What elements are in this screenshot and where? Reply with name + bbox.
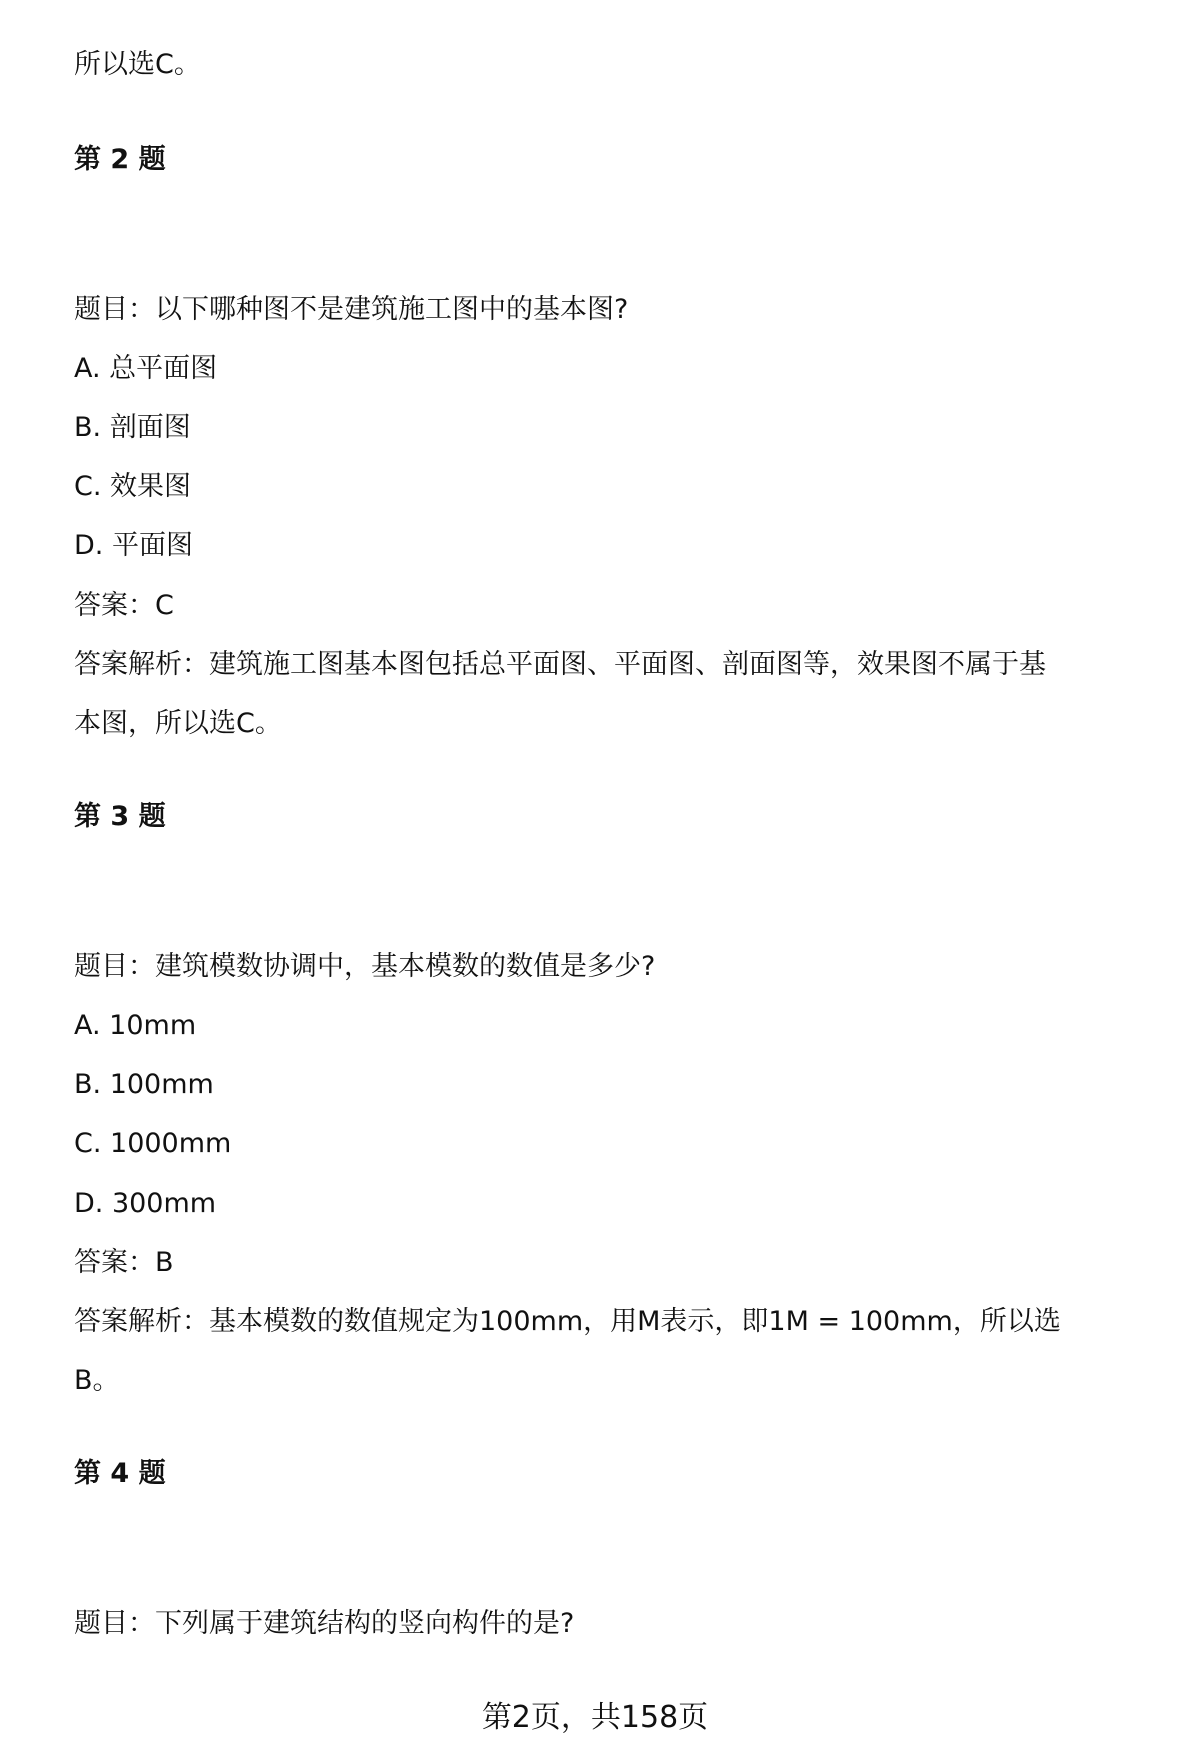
option-a: A. 10mm — [74, 1010, 197, 1041]
page-footer: 第2页，共158页 — [481, 1700, 709, 1735]
question-text: 题目：下列属于建筑结构的竖向构件的是? — [74, 1608, 575, 1639]
option-b: B. 剖面图 — [74, 412, 191, 443]
analysis-line: 本图，所以选C。 — [74, 708, 282, 739]
option-d: D. 300mm — [74, 1188, 217, 1219]
question-text: 题目：建筑模数协调中，基本模数的数值是多少? — [74, 951, 656, 982]
option-c: C. 效果图 — [74, 471, 192, 502]
answer: 答案：B — [74, 1247, 174, 1278]
analysis-line: 答案解析：基本模数的数值规定为100mm，用M表示，即1M = 100mm，所以选 — [74, 1306, 1061, 1337]
question-text: 题目：以下哪种图不是建筑施工图中的基本图? — [74, 294, 629, 325]
question-heading: 第 3 题 — [74, 801, 166, 832]
option-a: A. 总平面图 — [74, 353, 218, 384]
question-heading: 第 2 题 — [74, 144, 166, 175]
analysis-line: 答案解析：建筑施工图基本图包括总平面图、平面图、剖面图等，效果图不属于基 — [74, 649, 1046, 680]
option-d: D. 平面图 — [74, 530, 193, 561]
lead-text: 所以选C。 — [74, 49, 201, 80]
option-c: C. 1000mm — [74, 1128, 232, 1159]
option-b: B. 100mm — [74, 1069, 214, 1100]
answer: 答案：C — [74, 590, 174, 621]
question-heading: 第 4 题 — [74, 1458, 166, 1489]
analysis-line: B。 — [74, 1365, 120, 1396]
